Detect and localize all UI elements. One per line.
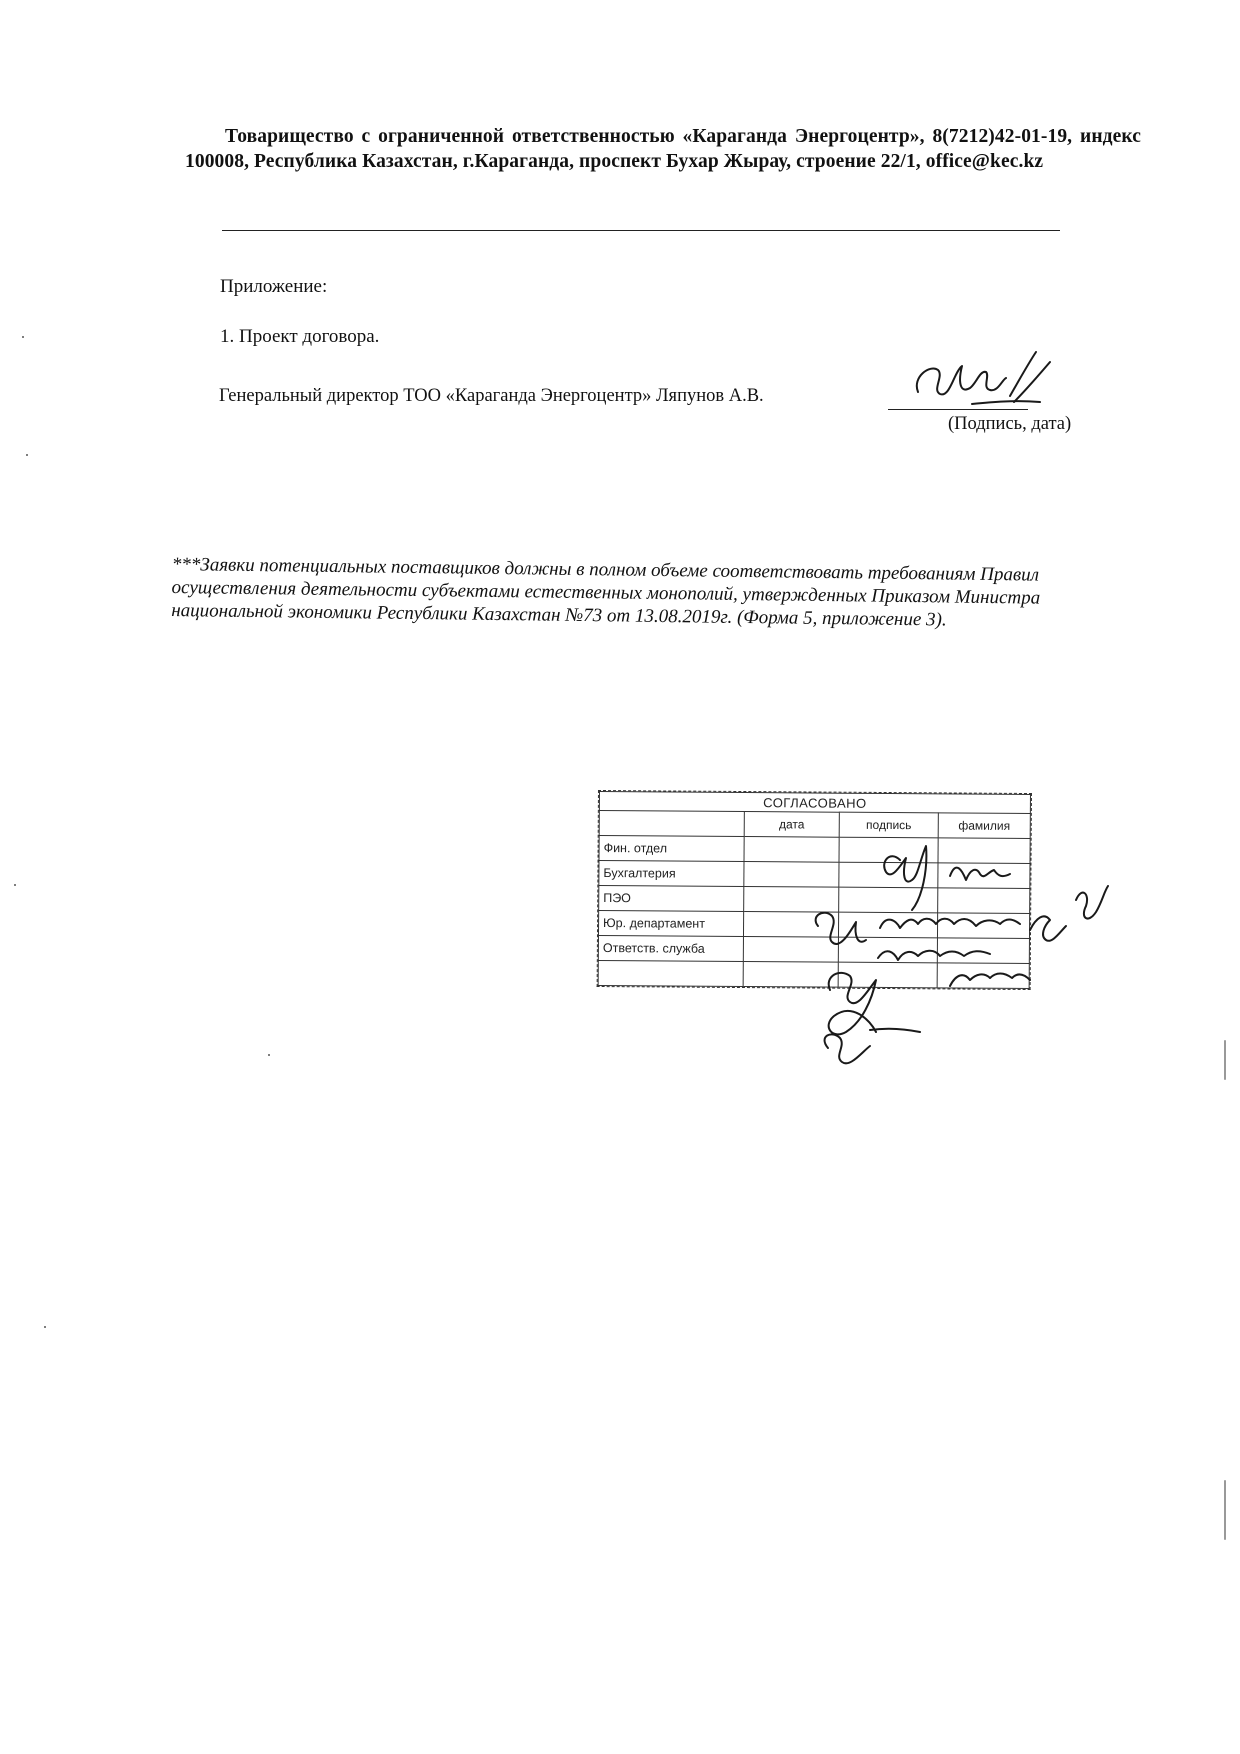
scan-speck <box>22 336 24 338</box>
department-label: Бухгалтерия <box>599 861 744 887</box>
scan-edge-mark <box>1224 1040 1226 1080</box>
scan-speck <box>14 884 16 886</box>
approval-title: СОГЛАСОВАНО <box>599 792 1030 814</box>
signature-caption: (Подпись, дата) <box>948 414 1072 434</box>
column-header-signature: подпись <box>839 812 938 838</box>
department-label: ПЭО <box>599 886 744 912</box>
attachment-item: 1. Проект договора. <box>220 326 380 347</box>
scan-speck <box>44 1326 46 1328</box>
company-requisites: Товарищество с ограниченной ответственностью «Караганда Энергоцентр», 8(7212)42-01-19, индекс 100008, Республика Казахстан, г.Караганда, проспект Бухар Жырау, строение 22/1, office@kec.kz <box>185 126 1141 172</box>
department-label: Фин. отдел <box>599 836 744 862</box>
director-signature-line: Генеральный директор ТОО «Караганда Энергоцентр» Ляпунов А.В. <box>219 386 764 406</box>
stamp-handwritten-signatures <box>600 800 1120 1080</box>
requirements-note: ***Заявки потенциальных поставщиков должны в полном объеме соответствовать требованиям Правил осуществления деятельности субъектами естественных монополий, утвержденных Приказом Министра национальной экономики Республики Казахстан №73 от 13.08.2019г. (Форма 5, приложение 3). <box>171 553 1041 631</box>
scan-speck <box>26 454 28 456</box>
header-rule <box>222 230 1060 231</box>
attachments-title: Приложение: <box>220 276 328 297</box>
scan-speck <box>268 1054 270 1056</box>
column-header-date: дата <box>744 812 839 838</box>
scan-edge-mark <box>1224 1480 1226 1540</box>
department-label: Ответств. служба <box>598 936 743 962</box>
column-header-surname: фамилия <box>938 813 1030 839</box>
department-label: Юр. департамент <box>598 911 743 937</box>
director-handwritten-signature <box>910 342 1060 414</box>
